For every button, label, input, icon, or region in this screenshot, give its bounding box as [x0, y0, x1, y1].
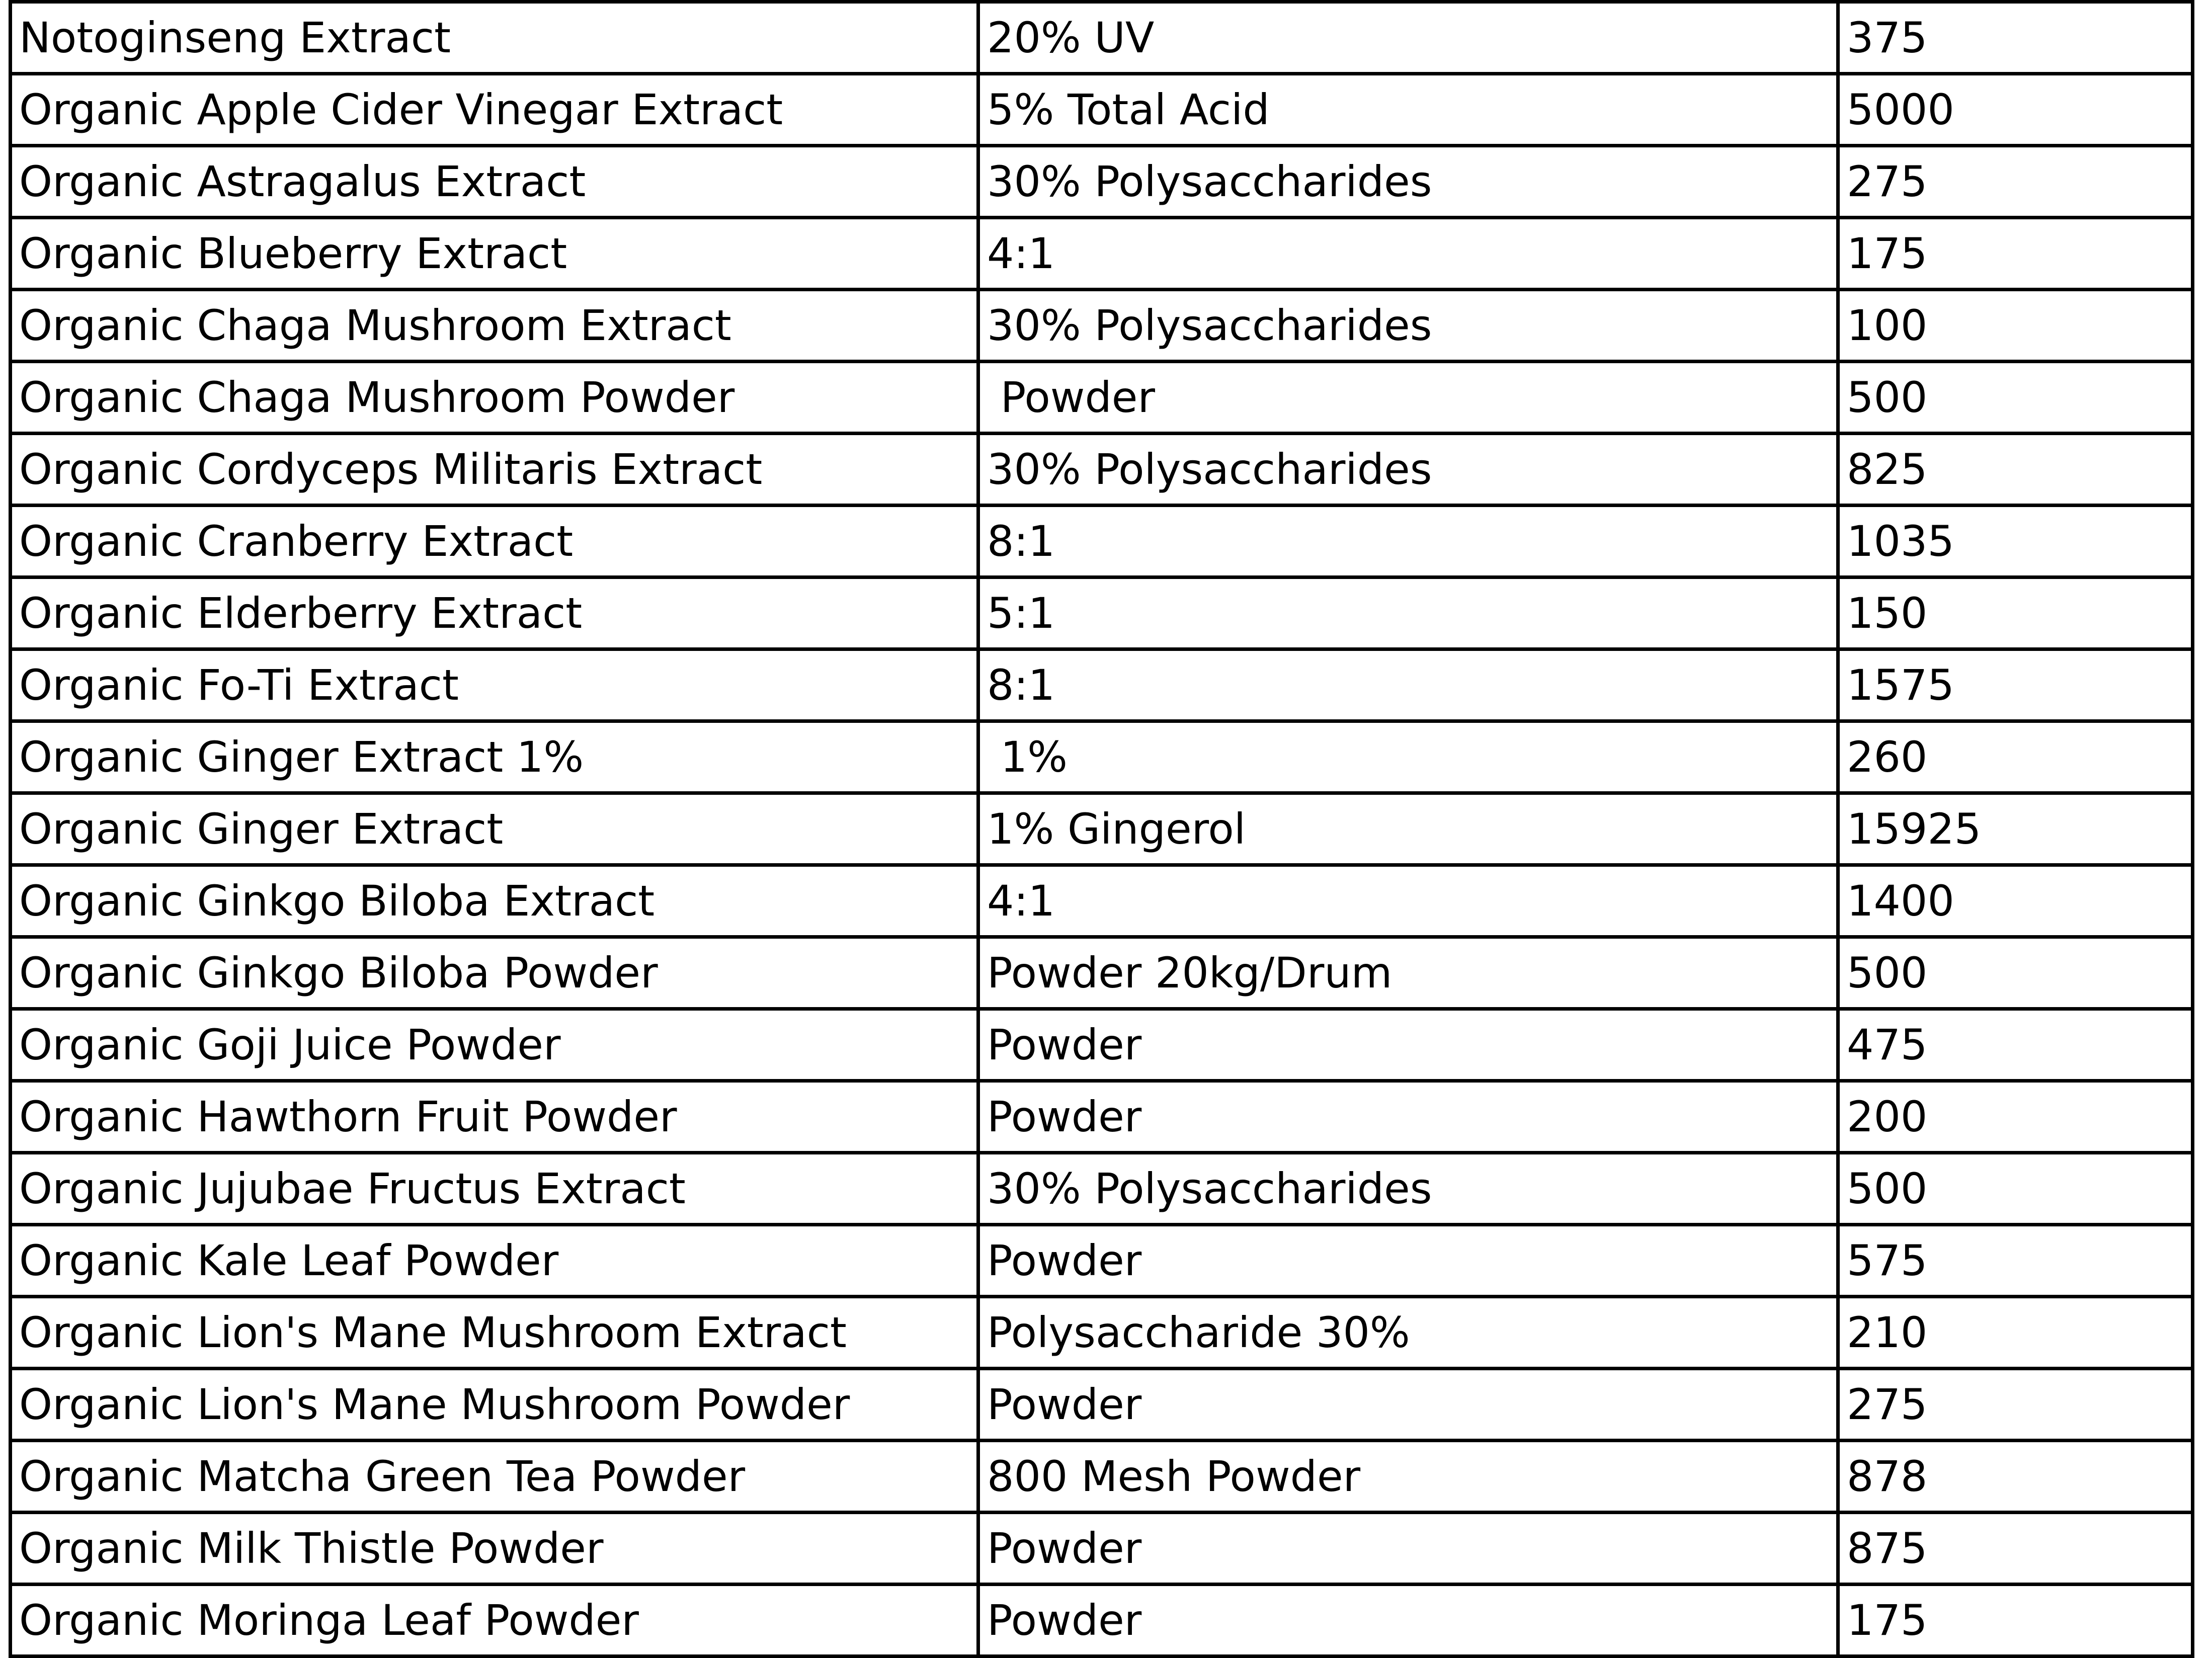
product-name-cell[interactable]: Organic Jujubae Fructus Extract: [11, 1153, 978, 1225]
quantity-cell[interactable]: 475: [1838, 1009, 2193, 1081]
specification-cell[interactable]: 8:1: [978, 506, 1838, 577]
table-row: [11, 1225, 2193, 1297]
quantity-cell[interactable]: 5000: [1838, 74, 2193, 146]
quantity-cell[interactable]: 825: [1838, 434, 2193, 506]
quantity-cell[interactable]: 500: [1838, 1153, 2193, 1225]
specification-cell[interactable]: Powder 20kg/Drum: [978, 937, 1838, 1009]
product-name-cell[interactable]: Organic Milk Thistle Powder: [11, 1513, 978, 1585]
specification-cell[interactable]: 30% Polysaccharides: [978, 434, 1838, 506]
product-name-cell[interactable]: Organic Apple Cider Vinegar Extract: [11, 74, 978, 146]
product-name-cell[interactable]: Organic Ginger Extract: [11, 793, 978, 865]
table-row: [11, 865, 2193, 937]
specification-cell[interactable]: 4:1: [978, 865, 1838, 937]
quantity-cell[interactable]: 375: [1838, 2, 2193, 74]
product-name-cell[interactable]: Organic Kale Leaf Powder: [11, 1225, 978, 1297]
table-row: [11, 1153, 2193, 1225]
product-name-cell[interactable]: Organic Lion's Mane Mushroom Powder: [11, 1369, 978, 1441]
quantity-cell[interactable]: 1575: [1838, 649, 2193, 721]
product-name-cell[interactable]: Organic Matcha Green Tea Powder: [11, 1441, 978, 1513]
quantity-cell[interactable]: 1035: [1838, 506, 2193, 577]
quantity-cell[interactable]: 175: [1838, 1585, 2193, 1656]
product-table: [9, 0, 2194, 1658]
product-name-cell[interactable]: Organic Chaga Mushroom Powder: [11, 362, 978, 434]
product-name-cell[interactable]: Organic Cranberry Extract: [11, 506, 978, 577]
table-row: [11, 937, 2193, 1009]
specification-cell[interactable]: 4:1: [978, 218, 1838, 290]
table-row: [11, 1513, 2193, 1585]
table-row: [11, 2, 2193, 74]
product-name-cell[interactable]: Organic Blueberry Extract: [11, 218, 978, 290]
table-row: [11, 146, 2193, 218]
product-name-cell[interactable]: Organic Elderberry Extract: [11, 577, 978, 649]
table-row: [11, 649, 2193, 721]
specification-cell[interactable]: 1%: [978, 721, 1838, 793]
product-name-cell[interactable]: Organic Astragalus Extract: [11, 146, 978, 218]
table-row: [11, 721, 2193, 793]
specification-cell[interactable]: 30% Polysaccharides: [978, 1153, 1838, 1225]
table-row: [11, 793, 2193, 865]
quantity-cell[interactable]: 275: [1838, 1369, 2193, 1441]
specification-cell[interactable]: 5% Total Acid: [978, 74, 1838, 146]
product-name-cell[interactable]: Organic Cordyceps Militaris Extract: [11, 434, 978, 506]
specification-cell[interactable]: Powder: [978, 1585, 1838, 1656]
table-row: [11, 577, 2193, 649]
table-row: [11, 1441, 2193, 1513]
product-name-cell[interactable]: Organic Chaga Mushroom Extract: [11, 290, 978, 362]
specification-cell[interactable]: 800 Mesh Powder: [978, 1441, 1838, 1513]
quantity-cell[interactable]: 260: [1838, 721, 2193, 793]
product-name-cell[interactable]: Organic Ginger Extract 1%: [11, 721, 978, 793]
specification-cell[interactable]: 30% Polysaccharides: [978, 146, 1838, 218]
table-row: [11, 1009, 2193, 1081]
quantity-cell[interactable]: 575: [1838, 1225, 2193, 1297]
product-name-cell[interactable]: Organic Ginkgo Biloba Extract: [11, 865, 978, 937]
table-row: [11, 434, 2193, 506]
product-name-cell[interactable]: Organic Ginkgo Biloba Powder: [11, 937, 978, 1009]
quantity-cell[interactable]: 100: [1838, 290, 2193, 362]
specification-cell[interactable]: Polysaccharide 30%: [978, 1297, 1838, 1369]
specification-cell[interactable]: 30% Polysaccharides: [978, 290, 1838, 362]
specification-cell[interactable]: Powder: [978, 1369, 1838, 1441]
quantity-cell[interactable]: 875: [1838, 1513, 2193, 1585]
specification-cell[interactable]: 1% Gingerol: [978, 793, 1838, 865]
specification-cell[interactable]: Powder: [978, 1225, 1838, 1297]
quantity-cell[interactable]: 878: [1838, 1441, 2193, 1513]
table-row: [11, 290, 2193, 362]
product-name-cell[interactable]: Organic Moringa Leaf Powder: [11, 1585, 978, 1656]
table-row: [11, 362, 2193, 434]
quantity-cell[interactable]: 15925: [1838, 793, 2193, 865]
quantity-cell[interactable]: 210: [1838, 1297, 2193, 1369]
quantity-cell[interactable]: 500: [1838, 362, 2193, 434]
quantity-cell[interactable]: 500: [1838, 937, 2193, 1009]
table-row: [11, 506, 2193, 577]
specification-cell[interactable]: Powder: [978, 1513, 1838, 1585]
product-name-cell[interactable]: Organic Hawthorn Fruit Powder: [11, 1081, 978, 1153]
table-row: [11, 1585, 2193, 1656]
table-row: [11, 1081, 2193, 1153]
quantity-cell[interactable]: 150: [1838, 577, 2193, 649]
product-name-cell[interactable]: Notoginseng Extract: [11, 2, 978, 74]
table-row: [11, 1297, 2193, 1369]
specification-cell[interactable]: 5:1: [978, 577, 1838, 649]
specification-cell[interactable]: Powder: [978, 1081, 1838, 1153]
quantity-cell[interactable]: 275: [1838, 146, 2193, 218]
product-name-cell[interactable]: Organic Lion's Mane Mushroom Extract: [11, 1297, 978, 1369]
specification-cell[interactable]: Powder: [978, 1009, 1838, 1081]
quantity-cell[interactable]: 1400: [1838, 865, 2193, 937]
quantity-cell[interactable]: 175: [1838, 218, 2193, 290]
specification-cell[interactable]: 20% UV: [978, 2, 1838, 74]
specification-cell[interactable]: 8:1: [978, 649, 1838, 721]
product-name-cell[interactable]: Organic Goji Juice Powder: [11, 1009, 978, 1081]
quantity-cell[interactable]: 200: [1838, 1081, 2193, 1153]
table-body: [11, 2, 2193, 1656]
spreadsheet-sheet: [9, 0, 2191, 1645]
product-name-cell[interactable]: Organic Fo-Ti Extract: [11, 649, 978, 721]
specification-cell[interactable]: Powder: [978, 362, 1838, 434]
table-row: [11, 74, 2193, 146]
table-row: [11, 1369, 2193, 1441]
table-row: [11, 218, 2193, 290]
